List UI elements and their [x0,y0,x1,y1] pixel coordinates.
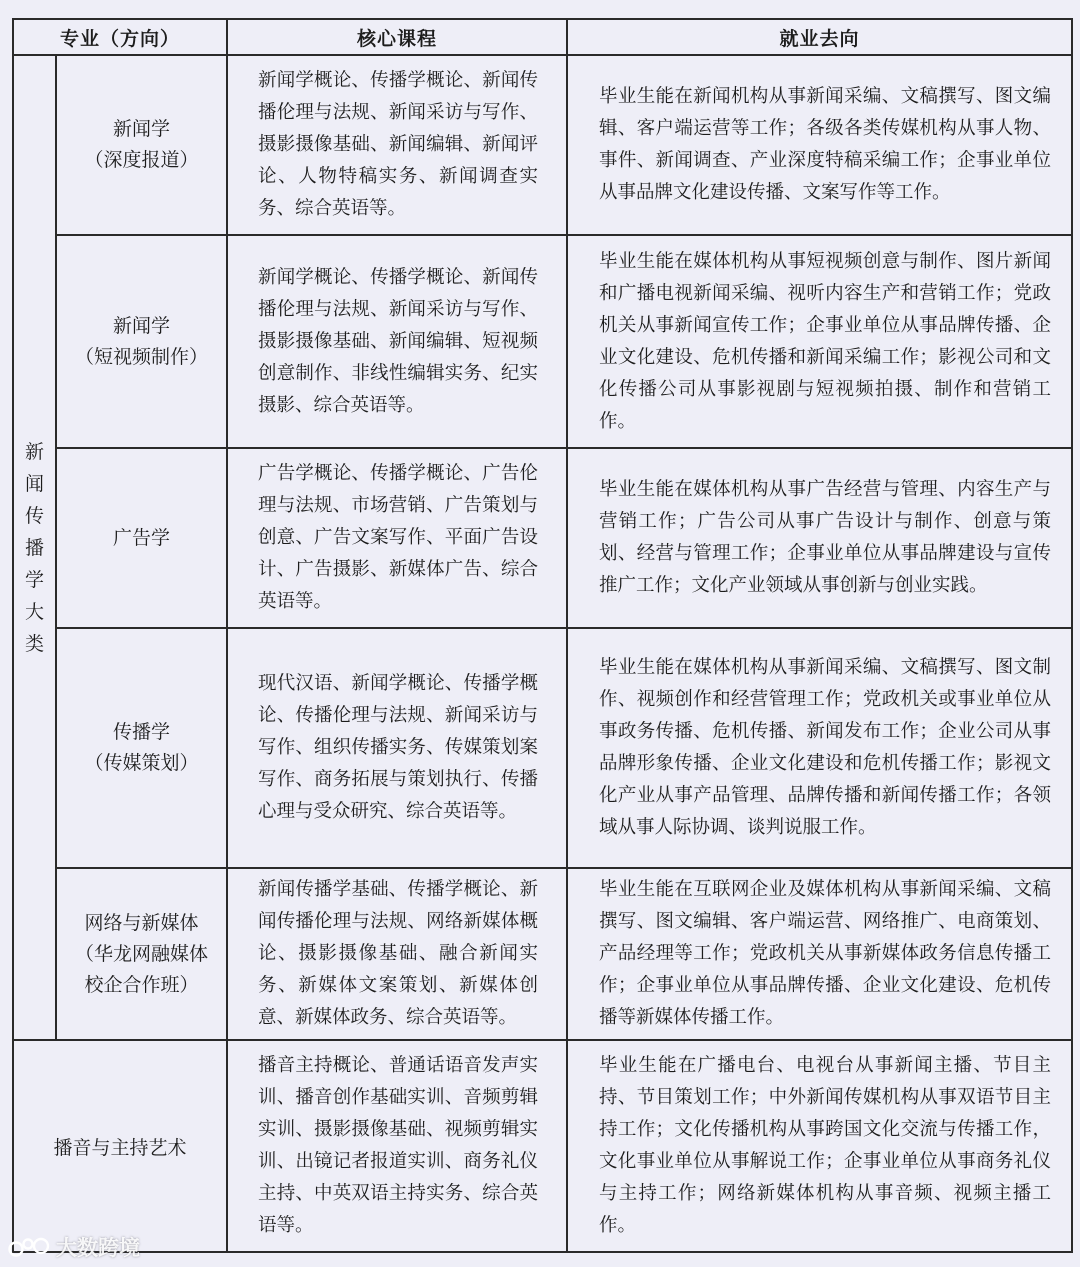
jobs-cell: 毕业生能在广播电台、电视台从事新闻主播、节目主持、节目策划工作；中外新闻传媒机构从事双语节目主持工作；文化传播机构从事跨国文化交流与传播工作，文化事业单位从事解说工作；企事业单位从事商务礼仪与主持工作；网络新媒体机构从事音频、视频主播工作。 [567,1040,1072,1252]
courses-cell: 播音主持概论、普通话语音发声实训、播音创作基础实训、音频剪辑实训、摄影摄像基础、视频剪辑实训、出镜记者报道实训、商务礼仪主持、中英双语主持实务、综合英语等。 [227,1040,567,1252]
table-row-journalism-depth [13,55,1072,235]
major-name: 新闻学 [113,314,171,337]
major-name: 新闻学 [113,118,171,140]
major-direction: （华龙网融媒体校企合作班） [74,942,208,996]
major-cell [56,448,227,628]
category-cell [13,55,56,1040]
header-major: 专业（方向） [13,19,227,55]
jobs-cell: 毕业生能在新闻机构从事新闻采编、文稿撰写、图文编辑、客户端运营等工作；各级各类传媒机构从事人物、事件、新闻调查、产业深度特稿采编工作；企事业单位从事品牌文化建设传播、文案写作等工作。 [567,55,1072,235]
watermark-text: 大数跨境 [56,1236,140,1260]
major-direction: （深度报道） [84,149,199,171]
courses-cell: 现代汉语、新闻学概论、传播学概论、传播伦理与法规、新闻采访与写作、组织传播实务、传媒策划案写作、商务拓展与策划执行、传播心理与受众研究、综合英语等。 [227,628,567,868]
major-cell [56,628,227,868]
major-name: 网络与新媒体 [84,911,199,934]
category-label: 新闻传播学大类 [24,440,44,655]
jobs-cell: 毕业生能在媒体机构从事广告经营与管理、内容生产与营销工作；广告公司从事广告设计与制作、创意与策划、经营与管理工作；企事业单位从事品牌建设与宣传推广工作；文化产业领域从事创新与创业实践。 [567,448,1072,628]
courses-cell: 新闻传播学基础、传播学概论、新闻传播伦理与法规、网络新媒体概论、摄影摄像基础、融合新闻实务、新媒体文案策划、新媒体创意、新媒体政务、综合英语等。 [227,868,567,1040]
brand-logo-icon [8,1235,52,1259]
curriculum-table [12,18,1073,1253]
major-direction: （短视频制作） [75,345,209,368]
courses-cell: 广告学概论、传播学概论、广告伦理与法规、市场营销、广告策划与创意、广告文案写作、平面广告设计、广告摄影、新媒体广告、综合英语等。 [227,448,567,628]
jobs-cell: 毕业生能在媒体机构从事新闻采编、文稿撰写、图文制作、视频创作和经营管理工作；党政机关或事业单位从事政务传播、危机传播、新闻发布工作；企业公司从事品牌形象传播、企业文化建设和危机传播工作；影视文化产业从事产品管理、品牌传播和新闻传播工作；各领域从事人际协调、谈判说服工作。 [567,628,1072,868]
major-cell [56,868,227,1040]
header-jobs: 就业去向 [567,19,1072,55]
courses-cell: 新闻学概论、传播学概论、新闻传播伦理与法规、新闻采访与写作、摄影摄像基础、新闻编辑、短视频创意制作、非线性编辑实务、纪实摄影、综合英语等。 [227,235,567,448]
major-direction: （传媒策划） [84,752,199,774]
courses-cell: 新闻学概论、传播学概论、新闻传播伦理与法规、新闻采访与写作、摄影摄像基础、新闻编辑、新闻评论、人物特稿实务、新闻调查实务、综合英语等。 [227,55,567,235]
major-cell [56,55,227,235]
jobs-cell: 毕业生能在媒体机构从事短视频创意与制作、图片新闻和广播电视新闻采编、视听内容生产和营销工作；党政机关从事新闻宣传工作；企事业单位从事品牌传播、企业文化建设、危机传播和新闻采编工作；影视公司和文化传播公司从事影视剧与短视频拍摄、制作和营销工作。 [567,235,1072,448]
broadcast-major-cell: 播音与主持艺术 [13,1040,227,1252]
table-row-new-media [13,868,1072,1040]
major-cell [56,235,227,448]
major-name: 传播学 [113,721,171,743]
major-name: 广告学 [113,526,171,549]
header-row [13,19,1072,55]
jobs-cell: 毕业生能在互联网企业及媒体机构从事新闻采编、文稿撰写、图文编辑、客户端运营、网络推广、电商策划、产品经理等工作；党政机关从事新媒体政务信息传播工作；企事业单位从事品牌传播、企业文化建设、危机传播等新媒体传播工作。 [567,868,1072,1040]
table-row-broadcasting [13,1040,1072,1252]
header-courses: 核心课程 [227,19,567,55]
table-row-journalism-shortvideo [13,235,1072,448]
table-row-advertising [13,448,1072,628]
table-row-communication [13,628,1072,868]
watermark [8,1232,140,1262]
